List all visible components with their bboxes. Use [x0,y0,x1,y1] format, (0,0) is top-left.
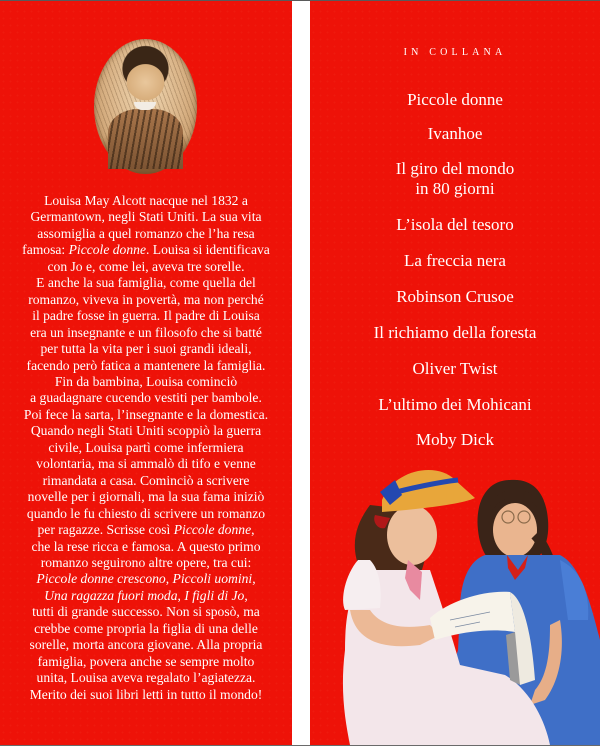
author-portrait [94,39,197,174]
series-title: Il richiamo della foresta [373,323,537,342]
bio-line [8,456,284,472]
cover-illustration [310,450,600,745]
bio-text: volontaria, ma si ammalò di tifo e venne [36,456,256,472]
bio-text: Louisa May Alcott nacque nel 1832 a [44,193,248,208]
series-title: Oliver Twist [412,359,498,378]
series-title: Robinson Crusoe [396,287,514,306]
bio-text: , [165,571,173,587]
bio-line [8,670,284,686]
bio-text: , [252,571,256,587]
bio-line [8,571,284,587]
bio-text: Quando negli Stati Uniti scoppiò la guerra [30,423,262,439]
series-title: Moby Dick [416,430,494,449]
bio-text: Poi fece la sarta, l’insegnante e la domestica. [23,406,269,422]
series-title: La freccia nera [404,251,506,270]
bio-text: romanzo seguirono altre opere, tra cui: [40,554,252,570]
bio-line [8,242,284,258]
bio-text: , [244,587,248,603]
bio-text: famiglia, povera anche se sempre molto [37,653,255,669]
bio-line [8,292,284,308]
bio-line [8,522,284,538]
series-title: L’ultimo dei Mohicani [378,395,532,414]
bio-line [8,341,284,357]
author-biography [8,193,284,703]
bio-text: per ragazze. Scrisse così [37,522,174,538]
bio-text: E anche la sua famiglia, come quella del [36,275,256,291]
bio-text: civile, Louisa partì come infermiera [48,439,244,455]
book-title-italic: Piccoli uomini [172,571,253,587]
bio-line [8,193,284,209]
bio-line [8,226,284,242]
bio-line [8,588,284,604]
bio-text: quando le fu chiesto di scrivere un romanzo [26,505,266,521]
bio-text: famosa: [22,242,69,258]
series-title: Il giro del mondo [395,159,515,178]
bio-text: Fin da bambina, Louisa cominciò [54,373,238,389]
author-bio-panel [0,1,292,745]
bio-text: rimandata a casa. Cominciò a scrivere [42,472,250,488]
bio-line [8,259,284,275]
book-title-italic: Una ragazza fuori moda [44,587,178,603]
bio-text: facendo però fatica a mantenere la famiglia. [26,357,266,373]
bio-line [8,440,284,456]
bio-text: per tutta la vita per i suoi grandi ideali, [40,341,252,357]
bio-text: romanzo, viveva in povertà, ma non perché [28,291,264,307]
portrait-bodice [108,109,183,169]
bio-text: con Jo e, come lei, aveva tre sorelle. [47,258,245,274]
bio-line [8,555,284,571]
bio-line [8,407,284,423]
bio-text: crebbe come propria la figlia di una delle [34,620,258,636]
series-heading: IN COLLANA [403,47,507,58]
bio-line [8,358,284,374]
book-title-italic: I figli di Jo [184,587,245,603]
book-title-italic: Piccole donne [68,242,146,258]
bio-line [8,308,284,324]
bio-line [8,275,284,291]
bio-text: sorelle, morta ancora giovane. Alla propria [29,637,263,653]
book-title-italic: Piccole donne crescono [36,571,166,587]
bio-line [8,621,284,637]
page-gutter [292,1,310,745]
bio-text: assomiglia a quel romanzo che l’ha resa [37,225,255,241]
bio-text: il padre fosse in guerra. Il padre di Louisa [32,308,260,324]
bio-line [8,209,284,225]
bio-text: , [177,587,185,603]
series-title: Piccole donne [407,90,503,109]
bio-line [8,539,284,555]
series-title: in 80 giorni [415,179,495,198]
bio-text: , [251,522,255,538]
book-title-italic: Piccole donne [173,522,252,538]
bio-line [8,654,284,670]
bio-line [8,489,284,505]
bio-line [8,637,284,653]
bio-line [8,374,284,390]
bio-text: Merito dei suoi libri letti in tutto il mondo! [29,686,263,702]
bio-text: . Louisa si identificava [145,242,270,258]
bio-text: novelle per i giornali, ma la sua fama iniziò [27,489,265,505]
series-title: Ivanhoe [427,124,483,143]
bio-text: tutti di grande successo. Non si sposò, ma [32,604,260,620]
bio-text: a guadagnare cucendo vestiti per bambole. [30,390,262,406]
bio-text: Germantown, negli Stati Uniti. La sua vita [30,209,262,225]
series-title: L’isola del tesoro [396,215,514,234]
bio-line [8,423,284,439]
bio-line [8,506,284,522]
bio-line [8,325,284,341]
bio-line [8,473,284,489]
bio-line [8,687,284,703]
bio-line [8,390,284,406]
bio-line [8,604,284,620]
bio-text: era un insegnante e un filosofo che si batté [30,324,262,340]
bio-text: che la rese ricca e famosa. A questo primo [31,538,261,554]
bio-text: unita, Louisa aveva regalato l’agiatezza. [36,670,256,686]
